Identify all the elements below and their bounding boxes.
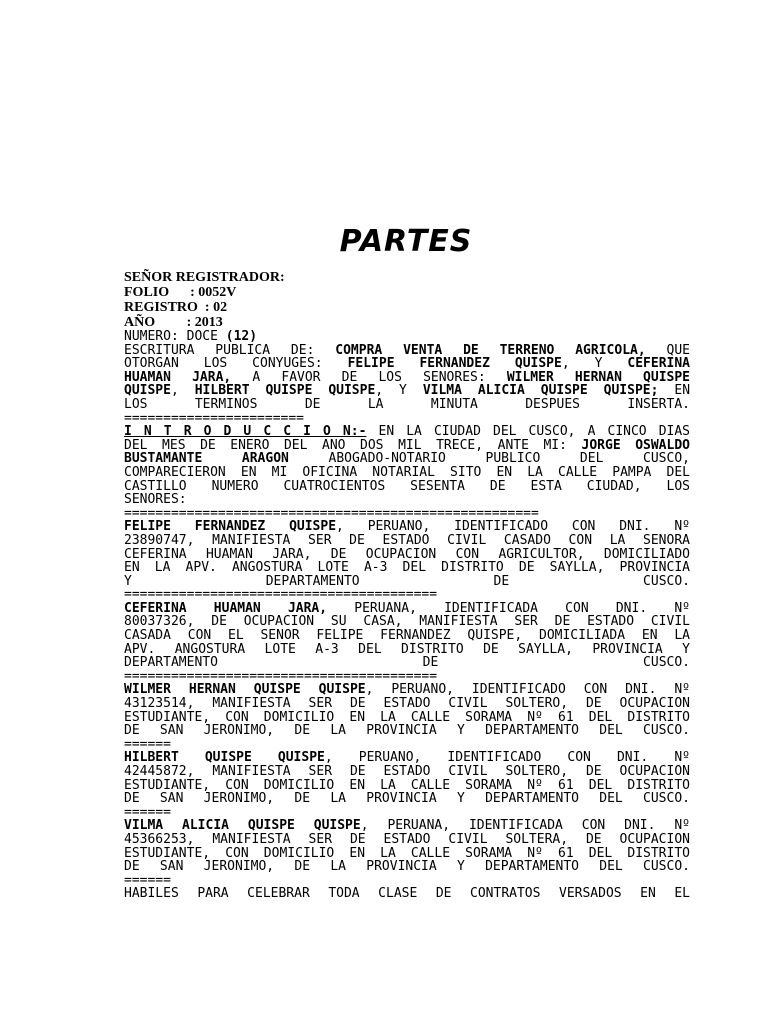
- notary-name: BUSTAMANTE ARAGÓN: [124, 452, 289, 466]
- party-felipe: [124, 520, 690, 602]
- text-run: ,: [170, 384, 195, 398]
- text-run: , PERUANO, IDENTIFICADO CON DNI. Nº: [365, 683, 690, 698]
- header-registrador: SEÑOR REGISTRADOR:: [124, 270, 285, 285]
- ceferina-line-3: CASADA CON EL SEÑOR FELIPE FERNANDEZ QUISPE, DOMICILIADA EN LA: [124, 629, 690, 643]
- party-name: HILBERT QUISPE QUISPE: [124, 751, 325, 765]
- separator: ======: [124, 805, 171, 820]
- party-name: WILMER HERNAN QUISPE: [506, 370, 690, 385]
- text-run: , Y: [561, 357, 628, 371]
- escritura-line-1: [124, 344, 690, 358]
- numero-label: NUMERO: DOCE: [124, 329, 226, 344]
- party-name: CEFERINA HUAMÁN JARA,: [124, 601, 328, 616]
- escritura-line-3: [124, 371, 690, 385]
- text-run: , PERUANO, IDENTIFICADO CON DNI. Nº: [324, 751, 690, 765]
- party-name: HUAMÁN JARA,: [124, 370, 232, 385]
- text-run: , PERUANO, IDENTIFICADO CON DNI. Nº: [336, 520, 690, 534]
- text-run: ABOGADO-NOTARIO PUBLICO DEL CUSCO,: [288, 452, 690, 466]
- vilma-line-3: ESTUDIANTE, CON DOMICILIO EN LA CALLE SORAMA Nº 61 DEL DISTRITO: [124, 846, 690, 861]
- hilbert-line-3: ESTUDIANTE, CON DOMICILIO EN LA CALLE SORAMA Nº 61 DEL DISTRITO: [124, 778, 690, 793]
- intro-line-3: [124, 452, 690, 466]
- hilbert-line-2: 42445872, MANIFIESTA SER DE ESTADO CIVIL SOLTERO, DE OCUPACION: [124, 765, 690, 779]
- hilbert-line-4: DE SAN JERÓNIMO, DE LA PROVINCIA Y DEPARTAMENTO DEL CUSCO.: [124, 792, 690, 806]
- separator: ========================================: [124, 669, 438, 684]
- ceferina-line-5: DEPARTAMENTO DE CUSCO.: [124, 656, 690, 670]
- vilma-line-1: [124, 819, 690, 833]
- felipe-line-2: 23890747, MANIFIESTA SER DE ESTADO CIVIL CASADO CON LA SEÑORA: [124, 533, 690, 548]
- ceferina-line-2: 80037326, DE OCUPACION SU CASA, MANIFIESTA SER DE ESTADO CIVIL: [124, 615, 690, 630]
- numero-value: (12): [225, 329, 258, 344]
- escritura-paragraph: [124, 344, 690, 426]
- felipe-line-1: [124, 520, 690, 534]
- header-anio: AÑO : 2013: [124, 315, 223, 330]
- separator: ========================================: [124, 588, 438, 602]
- intro-line-4: COMPARECIERON EN MI OFICINA NOTARIAL SITO EN LA CALLE PAMPA DEL: [124, 465, 690, 480]
- felipe-line-4: EN LA APV. ANGOSTURA LOTE A-3 DEL DISTRITO DE SAYLLA, PROVINCIA: [124, 561, 690, 575]
- party-ceferina: [124, 602, 690, 684]
- party-name: CEFERINA: [627, 357, 690, 371]
- party-name: QUISPE: [124, 384, 171, 398]
- felipe-line-3: CEFERINA HUAMÁN JARA, DE OCUPACION CON AGRICULTOR, DOMICILIADO: [124, 547, 690, 562]
- hilbert-line-1: [124, 751, 690, 765]
- text-run: , Y: [375, 384, 423, 398]
- text-run: OTORGAN LOS CONYUGES:: [124, 357, 348, 371]
- header-folio: FOLIO : 0052V: [124, 285, 237, 300]
- text-run: EN LA CIUDAD DEL CUSCO, A CINCO DÍAS: [366, 425, 690, 439]
- party-name: FELIPE FERNANDEZ QUISPE: [124, 520, 337, 534]
- wilmer-line-2: 43123514, MANIFIESTA SER DE ESTADO CIVIL SOLTERO, DE OCUPACION: [124, 697, 690, 711]
- party-name: VILMA ALICIA QUISPE QUISPE: [124, 819, 361, 833]
- separator: ======: [124, 873, 171, 888]
- document-body: [124, 270, 690, 901]
- separator: =======================: [124, 411, 305, 426]
- intro-line-5: CASTILLO NUMERO CUATROCIENTOS SESENTA DE ESTA CIUDAD, LOS: [124, 479, 690, 494]
- registry-header: [124, 270, 690, 330]
- closing-line-1: HÁBILES PARA CELEBRAR TODA CLASE DE CONTRATOS VERSADOS EN EL: [124, 887, 690, 901]
- text-run: A FAVOR DE LOS SEÑORES:: [231, 370, 507, 385]
- text-run: PERUANA, IDENTIFICADA CON DNI. Nº: [327, 601, 690, 616]
- separator: ======: [124, 737, 171, 752]
- wilmer-line-1: [124, 683, 690, 697]
- wilmer-line-3: ESTUDIANTE, CON DOMICILIO EN LA CALLE SORAMA Nº 61 DEL DISTRITO: [124, 710, 690, 725]
- contract-type: COMPRA VENTA DE TERRENO AGRICOLA,: [335, 343, 646, 358]
- header-registro: REGISTRO : 02: [124, 300, 228, 315]
- party-name: FELIPE FERNANDEZ QUISPE: [347, 357, 562, 371]
- numero-line: [124, 330, 690, 344]
- party-vilma: [124, 819, 690, 887]
- escritura-line-2: [124, 357, 690, 371]
- party-name: VILMA ALICIA QUISPE QUISPE;: [422, 384, 659, 398]
- introduction-paragraph: [124, 425, 690, 520]
- notary-name: JORGE OSWALDO: [581, 438, 690, 453]
- party-name: HILBERT QUISPE QUISPE: [194, 384, 376, 398]
- vilma-line-2: 45366253, MANIFIESTA SER DE ESTADO CIVIL SOLTERA, DE OCUPACION: [124, 832, 690, 847]
- wilmer-line-4: DE SAN JERÓNIMO, DE LA PROVINCIA Y DEPARTAMENTO DEL CUSCO.: [124, 724, 690, 738]
- closing-paragraph: [124, 887, 690, 901]
- text-run: QUE: [645, 343, 690, 358]
- escritura-line-4: [124, 384, 690, 398]
- page-title: PARTES: [339, 224, 473, 259]
- party-name: WILMER HERNAN QUISPE QUISPE: [124, 683, 366, 698]
- section-heading: I N T R O D U C C I Ó N:-: [124, 425, 367, 439]
- escritura-line-5: LOS TÉRMINOS DE LA MINUTA DESPUÉS INSERTA.: [124, 397, 690, 412]
- vilma-line-4: DE SAN JERÓNIMO, DE LA PROVINCIA Y DEPARTAMENTO DEL CUSCO.: [124, 860, 690, 874]
- ceferina-line-4: APV. ANGOSTURA LOTE A-3 DEL DISTRITO DE SAYLLA, PROVINCIA Y: [124, 642, 690, 657]
- intro-line-2: [124, 439, 690, 453]
- intro-line-1: [124, 425, 690, 439]
- text-run: EN: [658, 384, 690, 398]
- ceferina-line-1: [124, 602, 690, 616]
- intro-line-6: SEÑORES:: [124, 493, 187, 507]
- party-wilmer: [124, 683, 690, 751]
- felipe-line-5: Y DEPARTAMENTO DE CUSCO.: [124, 574, 690, 589]
- text-run: DEL MES DE ENERO DEL AÑO DOS MIL TRECE, ANTE MI:: [124, 438, 582, 453]
- text-run: ESCRITURA PUBLICA DE:: [124, 343, 336, 358]
- text-run: , PERUANA, IDENTIFICADA CON DNI. Nº: [360, 819, 690, 833]
- party-hilbert: [124, 751, 690, 819]
- separator: =====================================================: [124, 506, 539, 521]
